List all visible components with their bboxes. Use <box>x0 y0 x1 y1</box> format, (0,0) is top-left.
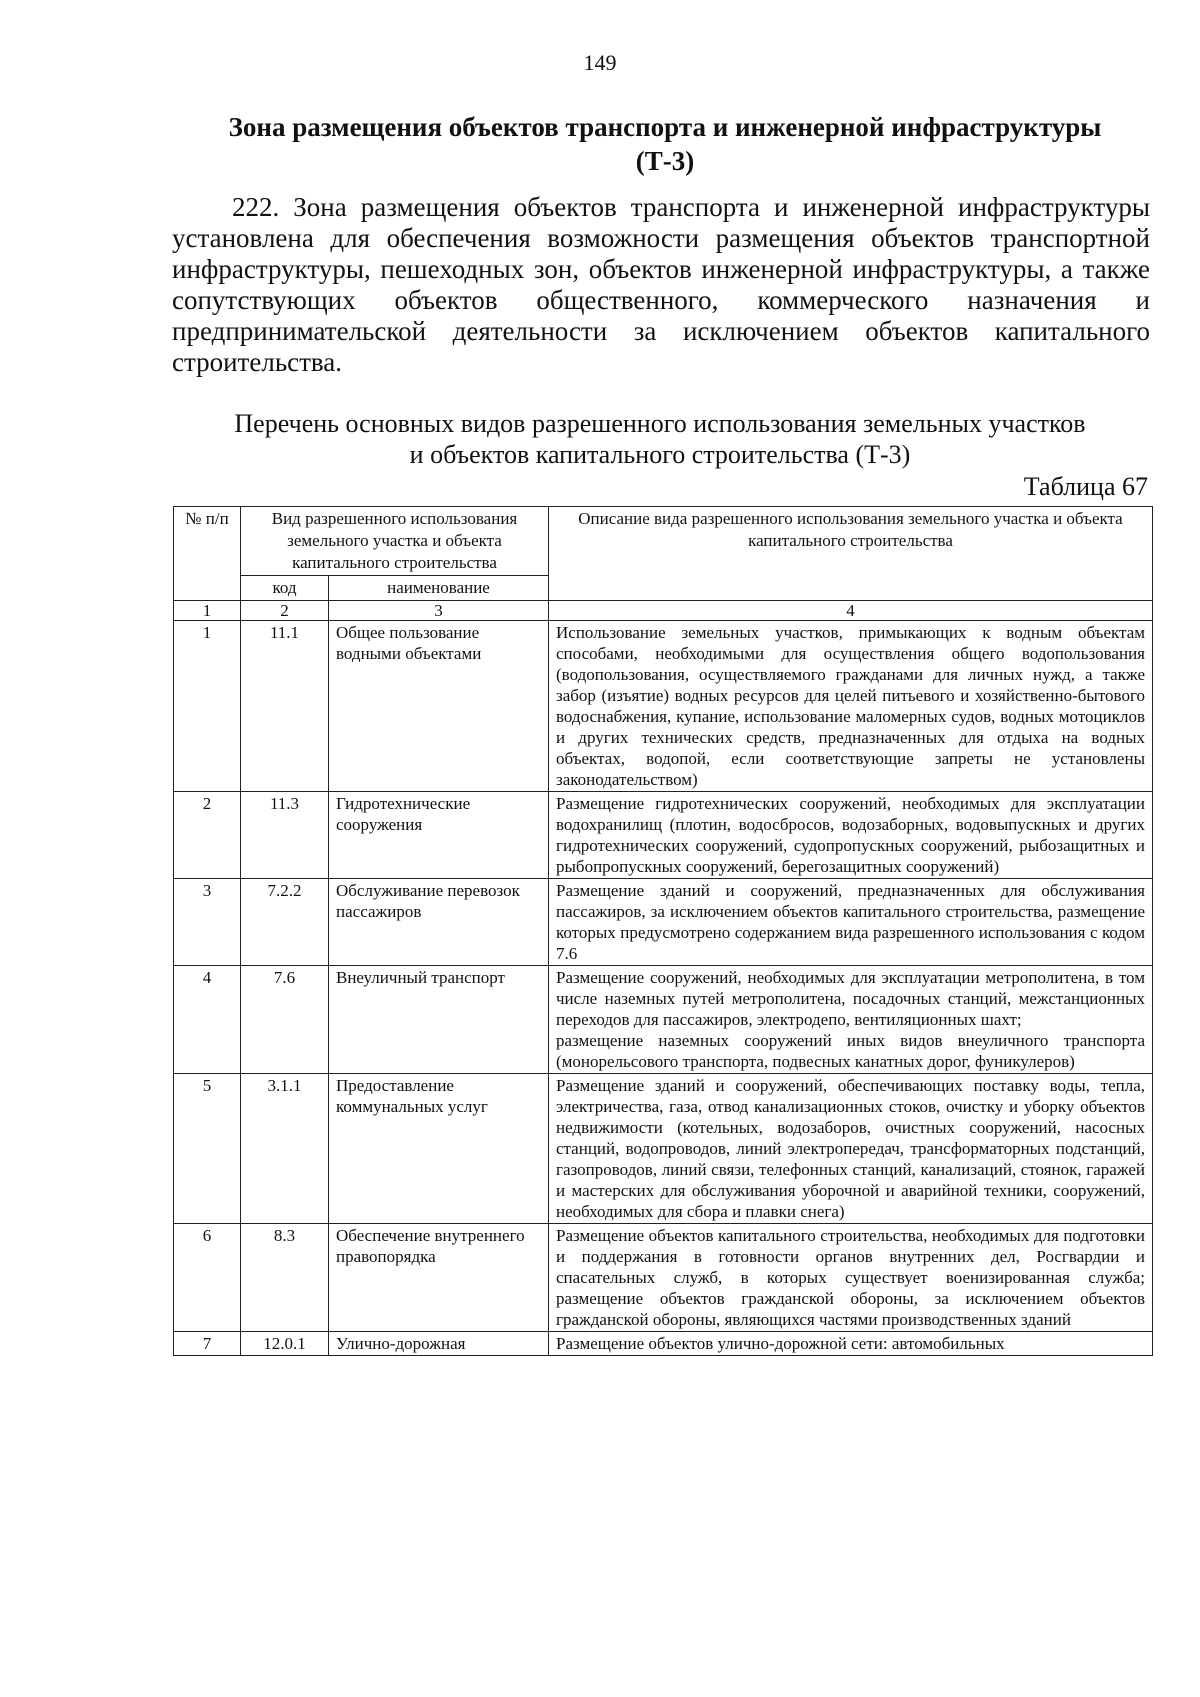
row-num: 6 <box>174 1224 241 1332</box>
zone-description-paragraph <box>172 192 1150 378</box>
zone-description-text: 222. Зона размещения объектов транспорта и инженерной инфраструктуры установлена для обеспечения возможности размещения объектов транспортной инфраструктуры, пешеходных зон, объектов инженерной инфраструктуры, а также сопутствующих объектов общественного, коммерческого назначения и предпринимательской деятельности за исключением объектов капитального строительства. <box>172 192 1150 377</box>
column-number: 1 <box>174 601 241 621</box>
row-code: 11.1 <box>241 621 329 792</box>
row-name: Обеспечение внутреннего правопорядка <box>329 1224 549 1332</box>
row-num: 1 <box>174 621 241 792</box>
table-row <box>174 879 1153 966</box>
row-name: Предоставление коммунальных услуг <box>329 1074 549 1224</box>
table-row <box>174 792 1153 879</box>
row-code: 11.3 <box>241 792 329 879</box>
row-desc: Размещение зданий и сооружений, обеспечивающих поставку воды, тепла, электричества, газа, отвод канализационных стоков, очистку и уборку объектов недвижимости (котельных, водозаборов, очистных сооружений, насосных станций, водопроводов, линий электропередач, трансформаторных подстанций, газопроводов, линий связи, телефонных станций, канализаций, стоянок, гаражей и мастерских для обслуживания уборочной и аварийной техники, сооружений, необходимых для сбора и плавки снега) <box>549 1074 1153 1224</box>
list-title-line2: и объектов капитального строительства (Т-3) <box>409 440 911 469</box>
permitted-uses-table <box>173 506 1153 1356</box>
header-vid: Вид разрешенного использования земельного участка и объекта капитального строительства <box>241 507 549 576</box>
row-code: 12.0.1 <box>241 1332 329 1356</box>
row-name: Улично-дорожная <box>329 1332 549 1356</box>
row-desc: Размещение гидротехнических сооружений, необходимых для эксплуатации водохранилищ (плотин, водосбросов, водозаборных, водовыпускных и других гидротехнических сооружений, судопропускных сооружений, рыбозащитных и рыбопропускных сооружений, берегозащитных сооружений) <box>549 792 1153 879</box>
row-desc-part1: Размещение сооружений, необходимых для эксплуатации метрополитена, в том числе наземных путей метрополитена, посадочных станций, межстанционных переходов для пассажиров, электродепо, вентиляционных шахт; <box>556 968 1145 1029</box>
row-code: 8.3 <box>241 1224 329 1332</box>
row-desc: Размещение зданий и сооружений, предназначенных для обслуживания пассажиров, за исключением объектов капитального строительства, размещение которых предусмотрено содержанием вида разрешенного использования с кодом 7.6 <box>549 879 1153 966</box>
table-row <box>174 1074 1153 1224</box>
column-number: 4 <box>549 601 1153 621</box>
row-name: Обслуживание перевозок пассажиров <box>329 879 549 966</box>
row-code: 7.6 <box>241 966 329 1074</box>
row-num: 5 <box>174 1074 241 1224</box>
row-name: Внеуличный транспорт <box>329 966 549 1074</box>
row-name: Гидротехнические сооружения <box>329 792 549 879</box>
row-name: Общее пользование водными объектами <box>329 621 549 792</box>
header-desc: Описание вида разрешенного использования земельного участка и объекта капитального строительства <box>549 507 1153 601</box>
table-row <box>174 966 1153 1074</box>
zone-title-line2: (Т-3) <box>635 146 695 176</box>
list-title-line1: Перечень основных видов разрешенного использования земельных участков <box>234 409 1086 438</box>
column-number: 2 <box>241 601 329 621</box>
zone-title-line1: Зона размещения объектов транспорта и инженерной инфраструктуры <box>228 112 1102 142</box>
column-number: 3 <box>329 601 549 621</box>
zone-title <box>170 110 1160 178</box>
row-desc: Размещение объектов улично-дорожной сети: автомобильных <box>549 1332 1153 1356</box>
list-title <box>165 408 1155 470</box>
table-row <box>174 1332 1153 1356</box>
header-num: № п/п <box>174 507 241 601</box>
page-number: 149 <box>583 50 617 75</box>
row-num: 3 <box>174 879 241 966</box>
table-row <box>174 621 1153 792</box>
header-code: код <box>241 576 329 601</box>
row-desc-part2: размещение наземных сооружений иных видов внеуличного транспорта (монорельсового транспорта, подвесных канатных дорог, фуникулеров) <box>556 1031 1145 1071</box>
row-num: 2 <box>174 792 241 879</box>
table-row <box>174 1224 1153 1332</box>
table-label: Таблица 67 <box>1023 472 1148 501</box>
table-header-row <box>174 507 1153 576</box>
row-desc <box>549 966 1153 1074</box>
column-numbers-row <box>174 601 1153 621</box>
row-code: 3.1.1 <box>241 1074 329 1224</box>
row-desc: Использование земельных участков, примыкающих к водным объектам способами, необходимыми для осуществления общего водопользования (водопользования, осуществляемого гражданами для личных нужд, а также забор (изъятие) водных ресурсов для целей питьевого и хозяйственно-бытового водоснабжения, купание, использование маломерных судов, водных мотоциклов и других технических средств, предназначенных для отдыха на водных объектах, водопой, если соответствующие запреты не установлены законодательством) <box>549 621 1153 792</box>
row-num: 7 <box>174 1332 241 1356</box>
row-code: 7.2.2 <box>241 879 329 966</box>
row-num: 4 <box>174 966 241 1074</box>
row-desc: Размещение объектов капитального строительства, необходимых для подготовки и поддержания в готовности органов внутренних дел, Росгвардии и спасательных служб, в которых существует военизированная служба; размещение объектов гражданской обороны, за исключением объектов гражданской обороны, являющихся частями производственных зданий <box>549 1224 1153 1332</box>
header-name: наименование <box>329 576 549 601</box>
